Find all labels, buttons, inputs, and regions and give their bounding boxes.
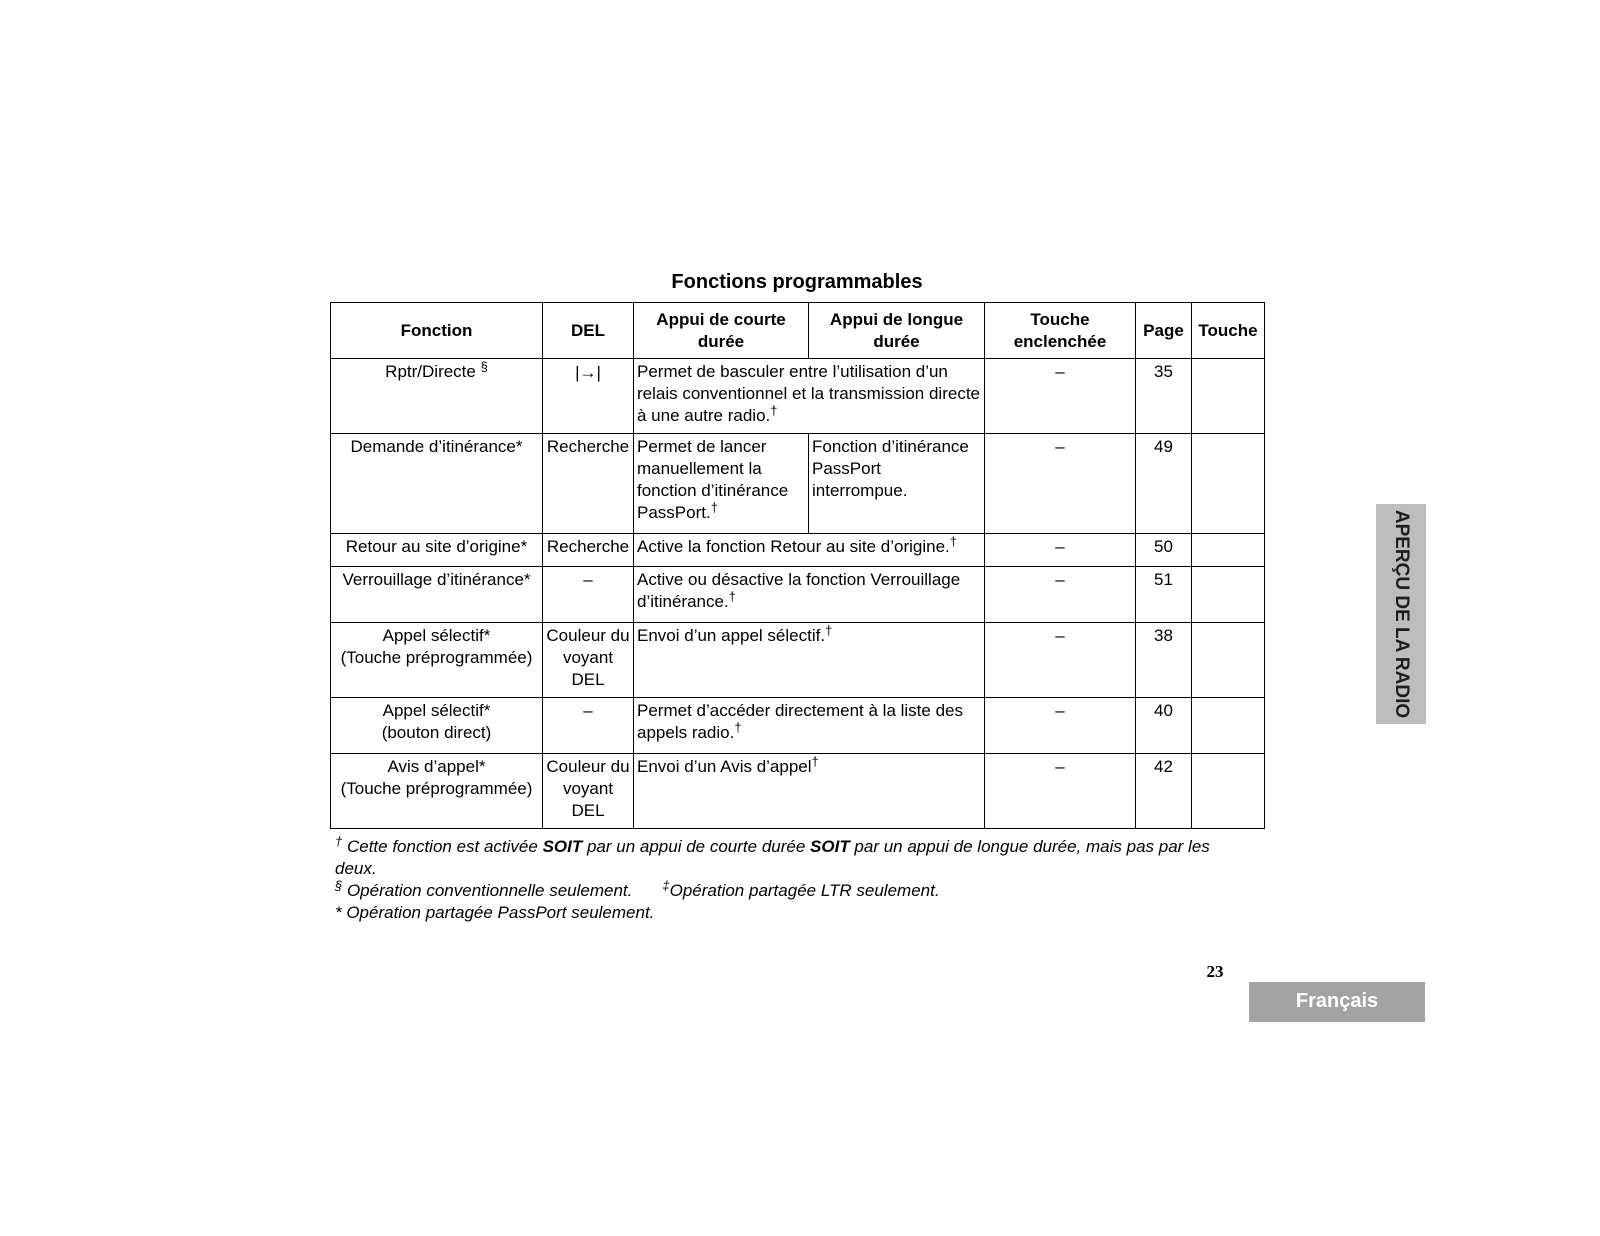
cell-touche-enclenchee: – (985, 434, 1136, 534)
table-header-row (331, 303, 1265, 359)
section-tab (1376, 504, 1426, 724)
table-row (331, 434, 1265, 534)
cell-del: – (543, 698, 634, 754)
footnote-section-ddagger: § Opération conventionnelle seulement. ‡Opération partagée LTR seulement. (335, 878, 940, 900)
table-row (331, 623, 1265, 698)
cell-del: Recherche (543, 434, 634, 534)
cell-touche-enclenchee: – (985, 359, 1136, 434)
table-row (331, 359, 1265, 434)
cell-fonction: Avis d’appel* (Touche préprogrammée) (331, 754, 543, 829)
cell-page: 51 (1136, 567, 1192, 623)
section-tab-label: APERÇU DE LA RADIO (1391, 509, 1412, 719)
programmable-functions-table (330, 302, 1265, 829)
cell-appui-courte: Permet de lancer manuellement la fonction d’itinérance PassPort.† (634, 434, 809, 534)
cell-touche (1192, 434, 1265, 534)
header-fonction: Fonction (331, 303, 543, 359)
cell-appui-courte: Permet d’accéder directement à la liste des appels radio.† (634, 698, 985, 754)
header-touche-enclenchee: Touche enclenchée (985, 303, 1136, 359)
table-row (331, 698, 1265, 754)
cell-del: Couleur du voyant DEL (543, 623, 634, 698)
cell-fonction: Appel sélectif* (Touche préprogrammée) (331, 623, 543, 698)
cell-touche (1192, 623, 1265, 698)
cell-touche-enclenchee: – (985, 534, 1136, 567)
cell-touche-enclenchee: – (985, 754, 1136, 829)
cell-del: Couleur du voyant DEL (543, 754, 634, 829)
cell-touche (1192, 534, 1265, 567)
header-appui-courte: Appui de courte durée (634, 303, 809, 359)
header-touche: Touche (1192, 303, 1265, 359)
cell-page: 42 (1136, 754, 1192, 829)
cell-page: 35 (1136, 359, 1192, 434)
cell-touche-enclenchee: – (985, 567, 1136, 623)
cell-page: 49 (1136, 434, 1192, 534)
page-number: 23 (1206, 962, 1224, 981)
footnote-dagger: † Cette fonction est activée SOIT par un appui de courte durée SOIT par un appui de longue durée, mais pas par les deux. (335, 834, 1210, 878)
cell-touche (1192, 567, 1265, 623)
cell-del: – (543, 567, 634, 623)
cell-touche-enclenchee: – (985, 698, 1136, 754)
cell-touche (1192, 754, 1265, 829)
cell-del (543, 359, 634, 434)
header-appui-longue: Appui de longue durée (809, 303, 985, 359)
cell-page: 40 (1136, 698, 1192, 754)
cell-appui-courte: Active la fonction Retour au site d’origine.† (634, 534, 985, 567)
table-row (331, 534, 1265, 567)
cell-appui-courte: Active ou désactive la fonction Verrouillage d’itinérance.† (634, 567, 985, 623)
header-page: Page (1136, 303, 1192, 359)
cell-del: Recherche (543, 534, 634, 567)
cell-page: 38 (1136, 623, 1192, 698)
cell-appui-longue: Fonction d’itinérance PassPort interrompue. (809, 434, 985, 534)
cell-appui-courte: Envoi d’un Avis d’appel† (634, 754, 985, 829)
cell-appui-courte: Envoi d’un appel sélectif.† (634, 623, 985, 698)
cell-appui-courte: Permet de basculer entre l’utilisation d’un relais conventionnel et la transmission directe à une autre radio.† (634, 359, 985, 434)
cell-fonction: Retour au site d’origine* (331, 534, 543, 567)
cell-fonction: Demande d’itinérance* (331, 434, 543, 534)
footnotes (335, 836, 1255, 924)
cell-fonction: Rptr/Directe § (331, 359, 543, 434)
table-row (331, 567, 1265, 623)
cell-touche (1192, 359, 1265, 434)
cell-touche-enclenchee: – (985, 623, 1136, 698)
cell-fonction: Verrouillage d’itinérance* (331, 567, 543, 623)
cell-fonction: Appel sélectif* (bouton direct) (331, 698, 543, 754)
repeater-direct-icon: |→| (575, 363, 601, 382)
language-tab: Français (1249, 982, 1425, 1022)
table-row (331, 754, 1265, 829)
cell-page: 50 (1136, 534, 1192, 567)
header-del: DEL (543, 303, 634, 359)
footnote-star: * Opération partagée PassPort seulement. (335, 903, 655, 922)
table-title: Fonctions programmables (671, 271, 923, 293)
cell-touche (1192, 698, 1265, 754)
